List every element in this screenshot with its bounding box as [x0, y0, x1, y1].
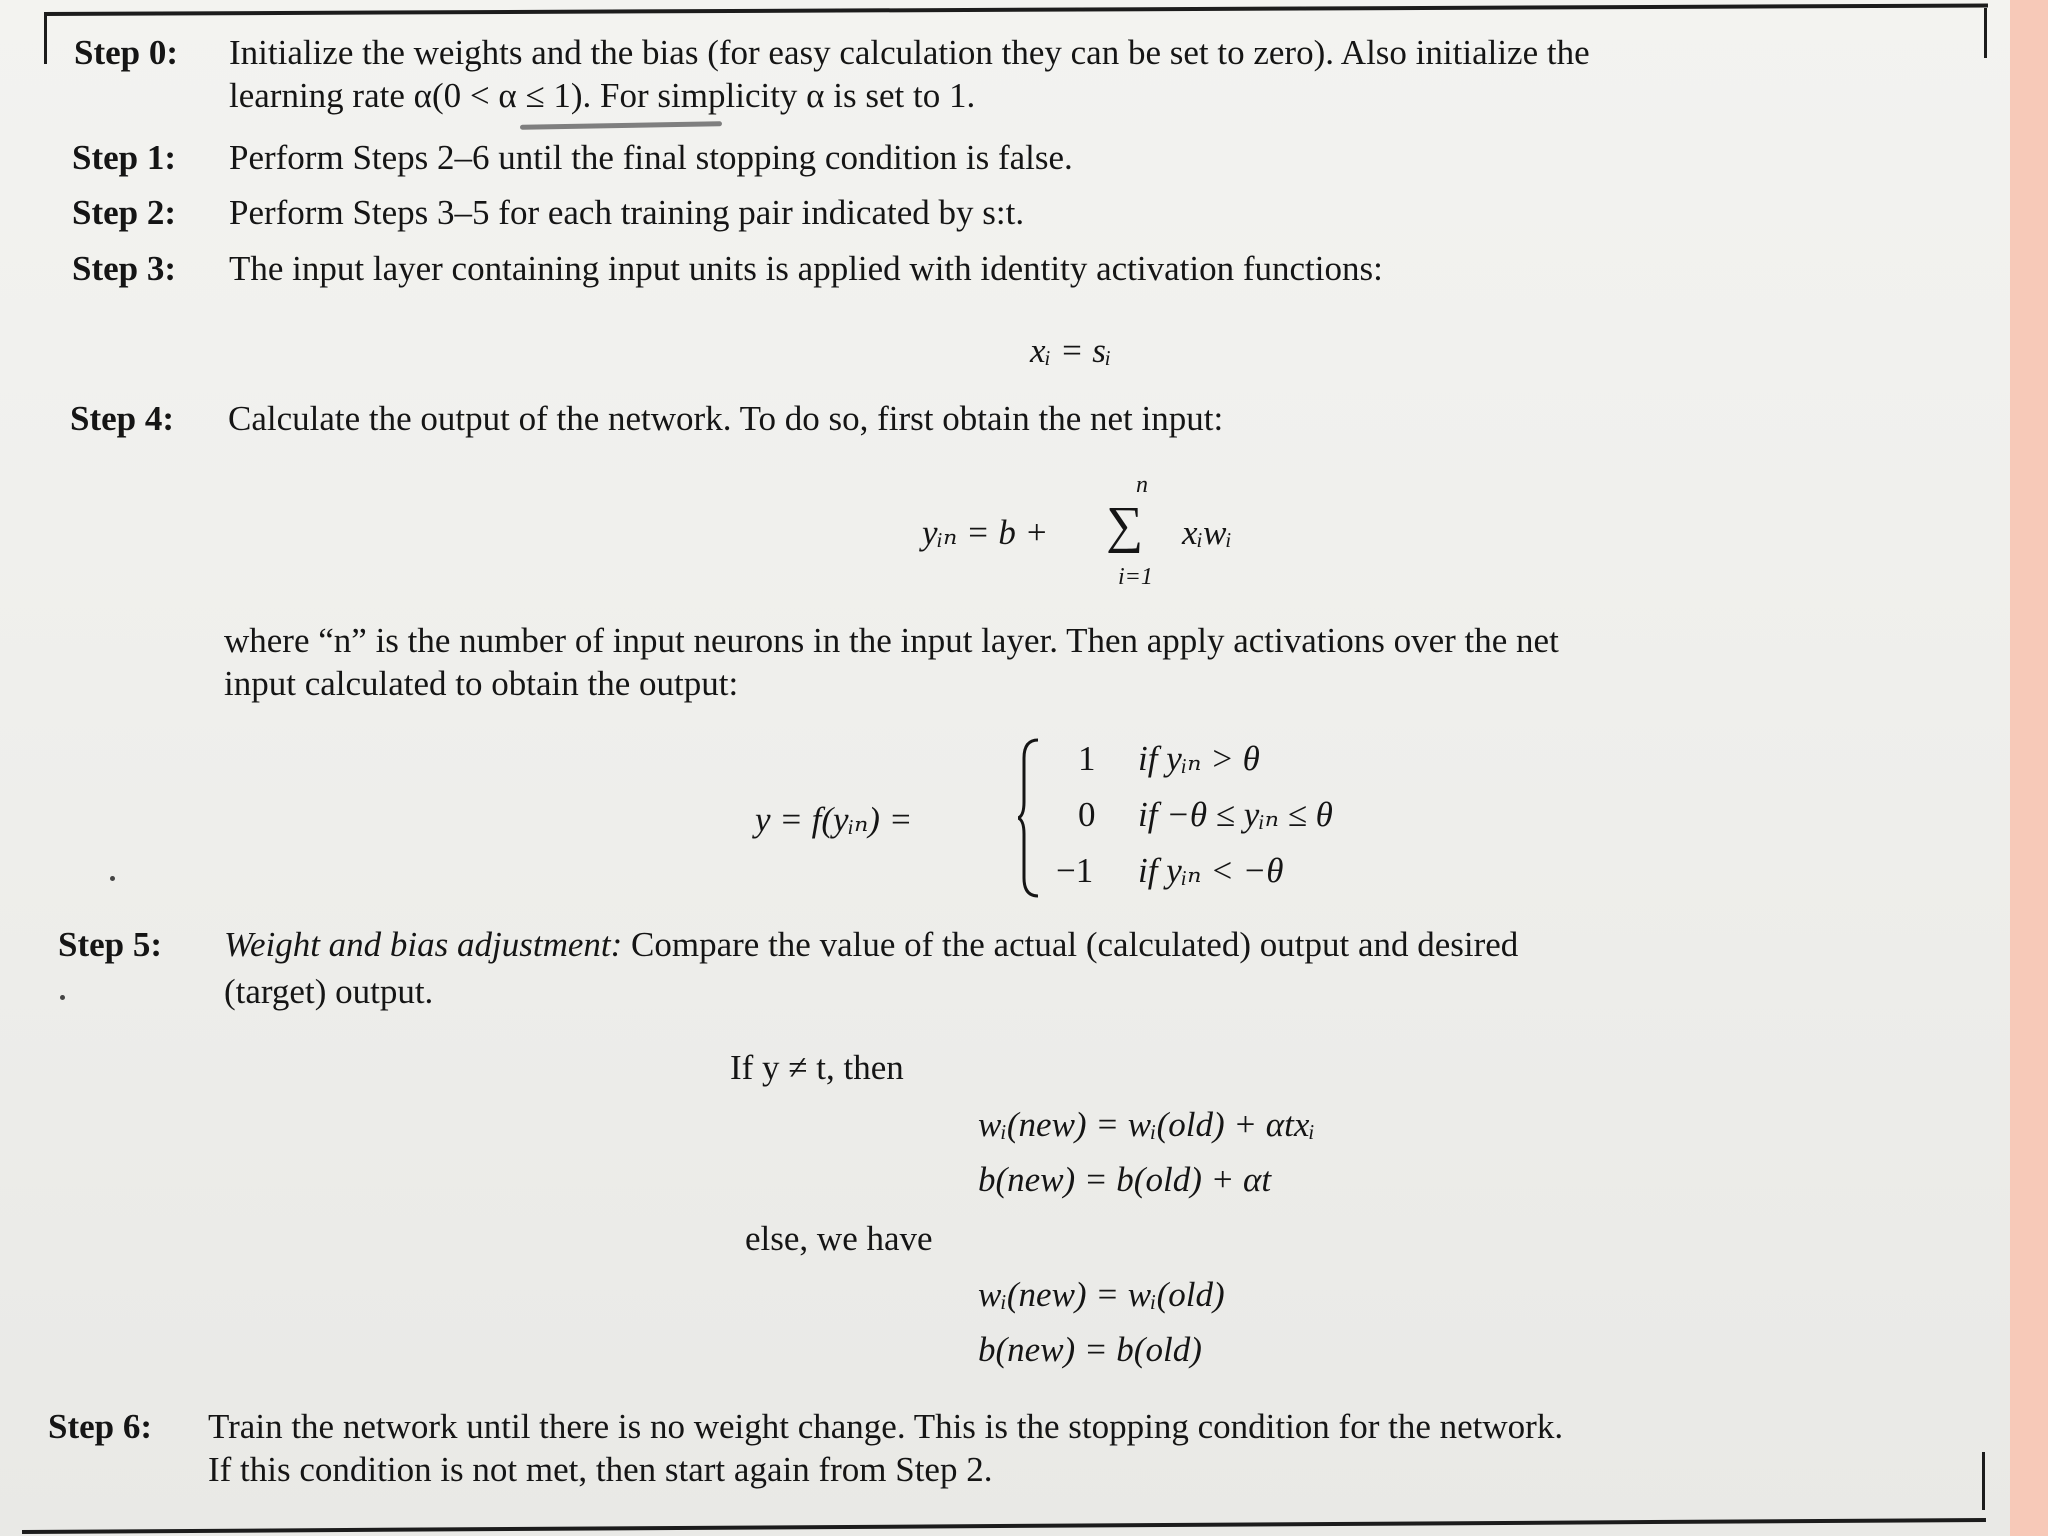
if-clause: If y ≠ t, then [730, 1048, 904, 1087]
identity-formula: xᵢ = sᵢ [1030, 331, 1112, 370]
step-label: Step 0: [74, 33, 179, 72]
step-body [229, 135, 1073, 180]
step-line: Weight and bias adjustment: Compare the value of the actual (calculated) output and desired [224, 925, 1519, 964]
step-body [208, 1404, 1563, 1492]
update-weight-rule: wᵢ(new) = wᵢ(old) + αtxᵢ [978, 1105, 1315, 1144]
sum-lower-limit: i=1 [1118, 564, 1153, 590]
step-line: (target) output. [224, 972, 434, 1011]
where-n-paragraph [224, 618, 1559, 706]
sum-upper-limit: n [1136, 472, 1148, 498]
case-value: 0 [1078, 795, 1096, 834]
step-body [229, 30, 1590, 118]
activation-lhs: y = f(yᵢₙ) = [755, 800, 913, 839]
step-line: Perform Steps 3–5 for each training pair indicated by s:t. [229, 193, 1025, 232]
case-value: 1 [1078, 739, 1096, 778]
pen-underline [520, 121, 722, 130]
step-line: Train the network until there is no weight change. This is the stopping condition for the network. [208, 1407, 1564, 1446]
case-condition: if −θ ≤ yᵢₙ ≤ θ [1138, 795, 1333, 834]
step-line: learning rate α(0 < α ≤ 1). For simplicity α is set to 1. [229, 76, 976, 115]
step-line: Perform Steps 2–6 until the final stopping condition is false. [229, 138, 1073, 177]
top-right-tick [1984, 8, 1987, 58]
case-value: −1 [1056, 851, 1094, 890]
keep-bias-rule: b(new) = b(old) [978, 1330, 1202, 1369]
step-line: Initialize the weights and the bias (for easy calculation they can be set to zero). Also initialize the [229, 33, 1590, 72]
step-label: Step 1: [72, 138, 177, 177]
step-body [229, 246, 1383, 291]
net-input-lhs: yᵢₙ = b + [922, 513, 1049, 552]
case-condition: if yᵢₙ > θ [1138, 739, 1260, 778]
step-line: Calculate the output of the network. To do so, first obtain the net input: [228, 399, 1224, 438]
summation-symbol: ∑ [1106, 497, 1144, 554]
step-body [224, 922, 1518, 1014]
step-line: The input layer containing input units is applied with identity activation functions: [229, 249, 1383, 288]
top-rule [44, 4, 1988, 16]
left-brace [1018, 738, 1040, 898]
step-line: If this condition is not met, then start again from Step 2. [208, 1450, 993, 1489]
net-input-term: xᵢwᵢ [1182, 513, 1232, 552]
step-body [228, 396, 1223, 441]
speck [110, 876, 115, 881]
keep-weight-rule: wᵢ(new) = wᵢ(old) [978, 1275, 1225, 1314]
update-bias-rule: b(new) = b(old) + αt [978, 1160, 1272, 1199]
else-clause: else, we have [745, 1219, 933, 1258]
top-left-tick [44, 14, 47, 64]
step-label: Step 2: [72, 193, 177, 232]
italic-lead: Weight and bias adjustment: [224, 925, 623, 964]
step-label: Step 4: [70, 399, 175, 438]
paragraph-line: input calculated to obtain the output: [224, 664, 739, 703]
step-label: Step 5: [58, 925, 163, 964]
step-label: Step 3: [72, 249, 177, 288]
step-body [229, 190, 1024, 235]
speck [60, 995, 65, 1000]
step-label: Step 6: [48, 1407, 153, 1446]
case-condition: if yᵢₙ < −θ [1138, 851, 1284, 890]
bottom-right-tick [1982, 1452, 1985, 1510]
bottom-rule [22, 1518, 1986, 1534]
paragraph-line: where “n” is the number of input neurons in the input layer. Then apply activations over the net [224, 621, 1559, 660]
